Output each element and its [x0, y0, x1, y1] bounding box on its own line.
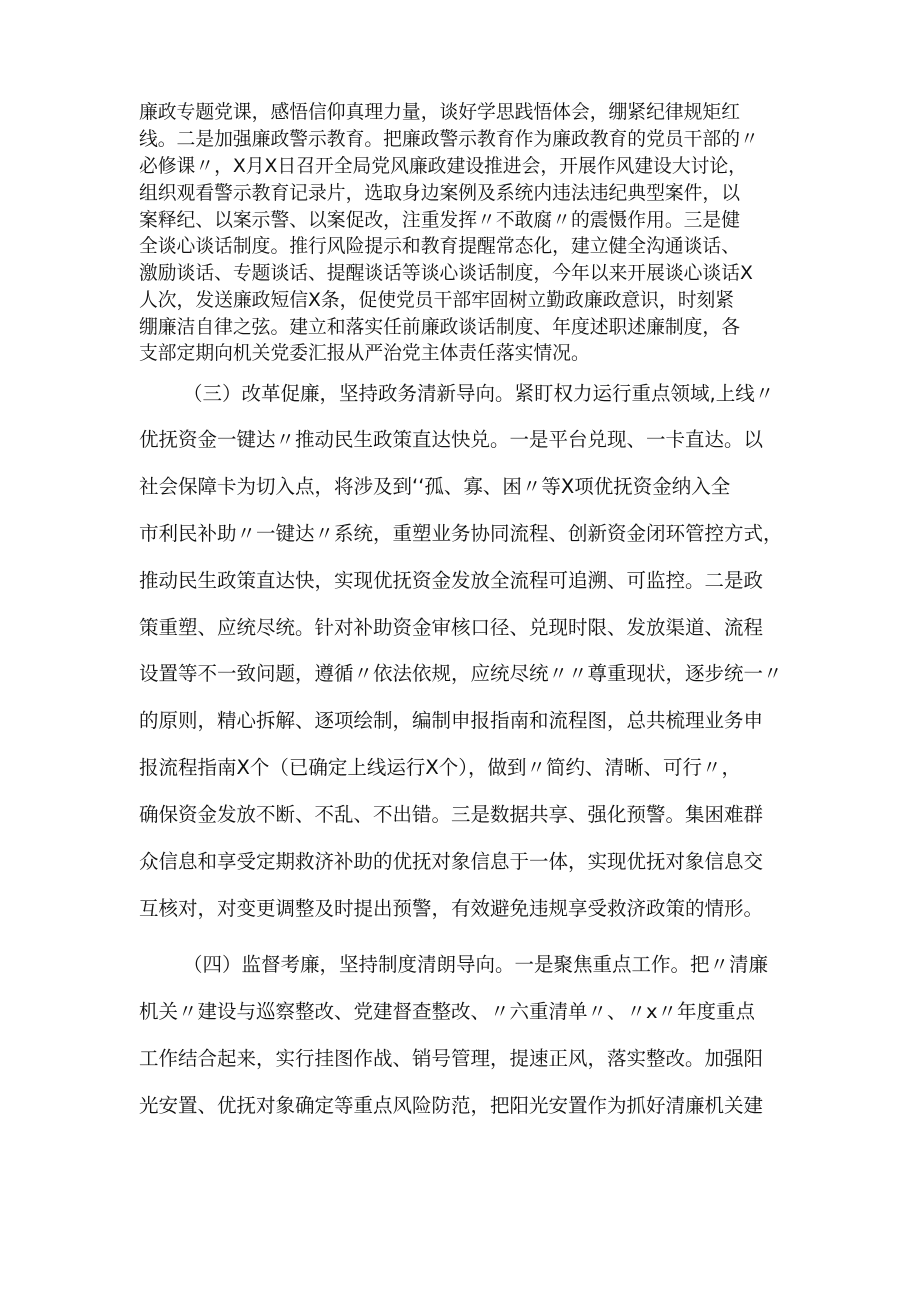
text-line: 全谈心谈话制度。推行风险提示和教育提醒常态化，建立健全沟通谈话、: [139, 236, 740, 257]
text-line: 激励谈话、专题谈话、提醒谈话等谈心谈话制度，今年以来开展谈心谈话X: [139, 263, 753, 284]
text-line: 优抚资金一键达〃推动民生政策直达快兑。一是平台兑现、一卡直达。以: [139, 428, 764, 451]
text-line: 互核对，对变更调整及时提出预警，有效避免违规享受救济政策的情形。: [139, 897, 764, 920]
text-line: 光安置、优抚对象确定等重点风险防范，把阳光安置作为抓好清廉机关建: [139, 1094, 764, 1117]
section-heading-line: （四）监督考廉，坚持制度清朗导向。一是聚焦重点工作。把〃清廉: [183, 953, 769, 976]
text-line: 人次，发送廉政短信X条，促使党员干部牢固树立勤政廉政意识，时刻紧: [139, 290, 735, 311]
text-line: 工作结合起来，实行挂图作战、销号管理，提速正风，落实整改。加强阳: [139, 1047, 764, 1070]
text-line: 策重塑、应统尽统。针对补助资金审核口径、兑现时限、发放渠道、流程: [139, 616, 764, 639]
text-line: 案释纪、以案示警、以案促改，注重发挥〃不敢腐〃的震慑作用。三是健: [139, 210, 740, 231]
text-line: 设置等不一致问题，遵循〃依法依规，应统尽统〃〃尊重现状，逐步统一〃: [139, 662, 783, 685]
text-line: 的原则，精心拆解、逐项绘制，编制申报指南和流程图，总共梳理业务申: [139, 709, 764, 732]
text-line: 众信息和享受定期救济补助的优抚对象信息于一体，实现优抚对象信息交: [139, 850, 764, 873]
text-line: 报流程指南X个（已确定上线运行X个），做到〃简约、清晰、可行〃，: [139, 756, 741, 779]
text-line: 推动民生政策直达快，实现优抚资金发放全流程可追溯、可监控。二是政: [139, 569, 764, 592]
text-line: 机关〃建设与巡察整改、党建督查整改、〃六重清单〃、〃x〃年度重点: [139, 1000, 756, 1023]
text-line: 必修课〃，X月X日召开全局党风廉政建设推进会，开展作风建设大讨论，: [139, 156, 747, 177]
section-heading-line: （三）改革促廉，坚持政务清新导向。紧盯权力运行重点领域,上线〃: [183, 382, 775, 405]
text-line: 支部定期向机关党委汇报从严治党主体责任落实情况。: [139, 343, 590, 364]
text-line: 确保资金发放不断、不乱、不出错。三是数据共享、强化预警。集困难群: [139, 803, 764, 826]
text-line: 廉政专题党课，感悟信仰真理力量，谈好学思践悟体会，绷紧纪律规矩红: [139, 102, 740, 123]
text-line: 线。二是加强廉政警示教育。把廉政警示教育作为廉政教育的党员干部的〃: [139, 129, 759, 150]
text-line: 市利民补助〃一键达〃系统，重塑业务协同流程、创新资金闭环管控方式，: [139, 522, 783, 545]
text-line: 社会保障卡为切入点，将涉及到‘‘孤、寡、困〃等X项优抚资金纳入全: [139, 475, 731, 498]
text-line: 绷廉洁自律之弦。建立和落实任前廉政谈话制度、年度述职述廉制度，各: [139, 317, 740, 338]
text-line: 组织观看警示教育记录片，选取身边案例及系统内违法违纪典型案件，以: [139, 183, 740, 204]
